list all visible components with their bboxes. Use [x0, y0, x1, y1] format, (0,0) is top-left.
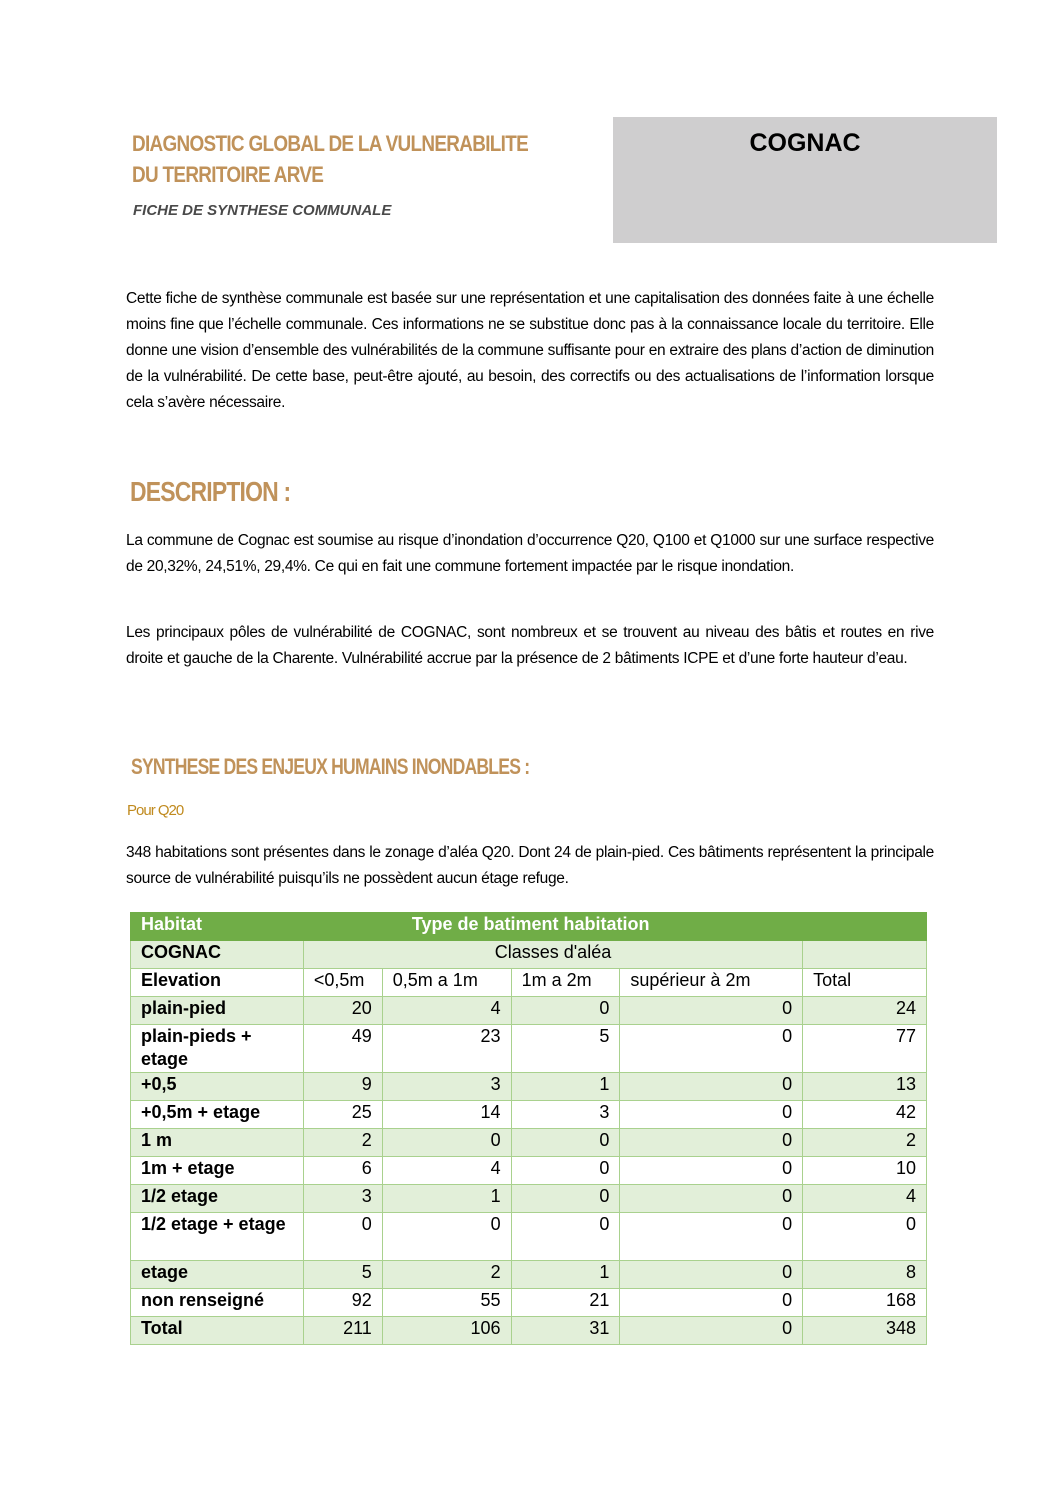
cell: 25 — [303, 1101, 382, 1129]
cell: 168 — [803, 1289, 927, 1317]
cell: 55 — [382, 1289, 511, 1317]
cell: 0 — [803, 1213, 927, 1261]
row-label: +0,5 — [131, 1073, 304, 1101]
cell: 1 — [511, 1261, 620, 1289]
cell: 14 — [382, 1101, 511, 1129]
cell: 23 — [382, 1025, 511, 1073]
cell: 0 — [511, 1129, 620, 1157]
cell: 0 — [620, 1129, 803, 1157]
cell: 5 — [303, 1261, 382, 1289]
cell: 0 — [382, 1129, 511, 1157]
column-header: 0,5m a 1m — [382, 969, 511, 997]
cell: 348 — [803, 1317, 927, 1345]
document-title-line1: DIAGNOSTIC GLOBAL DE LA VULNERABILITE — [132, 131, 529, 156]
cell: 4 — [803, 1185, 927, 1213]
row-label: 1/2 etage + etage — [131, 1213, 304, 1261]
row-label: +0,5m + etage — [131, 1101, 304, 1129]
table-row — [131, 1025, 927, 1073]
commune-box — [613, 117, 997, 243]
cell: 0 — [303, 1213, 382, 1261]
header-habitat: Habitat — [131, 913, 304, 941]
column-header: <0,5m — [303, 969, 382, 997]
table-row — [131, 1129, 927, 1157]
cell: 24 — [803, 997, 927, 1025]
cell: 2 — [382, 1261, 511, 1289]
row-label: etage — [131, 1261, 304, 1289]
cell: 3 — [511, 1101, 620, 1129]
cell: 0 — [511, 1185, 620, 1213]
empty-cell — [803, 941, 927, 969]
cell: 0 — [620, 1213, 803, 1261]
document-title — [132, 128, 536, 190]
cell: 0 — [511, 997, 620, 1025]
row-label: Total — [131, 1317, 304, 1345]
cell: 42 — [803, 1101, 927, 1129]
cell: 0 — [620, 1261, 803, 1289]
cell: 10 — [803, 1157, 927, 1185]
table-row — [131, 1157, 927, 1185]
table-column-header-row — [131, 969, 927, 997]
row-label: 1 m — [131, 1129, 304, 1157]
cell: 4 — [382, 1157, 511, 1185]
cell: 1 — [382, 1185, 511, 1213]
commune-name: COGNAC — [749, 129, 861, 157]
cell: 92 — [303, 1289, 382, 1317]
document-subtitle: FICHE DE SYNTHESE COMMUNALE — [133, 202, 392, 219]
row-label: plain-pied — [131, 997, 304, 1025]
cell: 0 — [382, 1213, 511, 1261]
habitat-table — [130, 912, 927, 1345]
cell: 3 — [303, 1185, 382, 1213]
cell: 0 — [620, 1317, 803, 1345]
synthese-heading: SYNTHESE DES ENJEUX HUMAINS INONDABLES : — [131, 754, 530, 779]
cell: 20 — [303, 997, 382, 1025]
cell: 0 — [620, 1073, 803, 1101]
cell: 2 — [803, 1129, 927, 1157]
cell: 4 — [382, 997, 511, 1025]
table-row — [131, 1185, 927, 1213]
table-row — [131, 1261, 927, 1289]
row-label: 1m + etage — [131, 1157, 304, 1185]
intro-paragraph: Cette fiche de synthèse communale est basée sur une représentation et une capitalisation des données faite à une échelle moins fine que l’échelle communale. Ces informations ne se substitue donc pas à la connaissance locale du territoire. Elle donne une vision d’ensemble des vulnérabilités de la commune suffisante pour en extraire des plans d’action de diminution de la vulnérabilité. De cette base, peut-être ajouté, au besoin, des correctifs ou des actualisations de l’information lorsque cela s’avère nécessaire. — [126, 290, 934, 411]
table-commune-row — [131, 941, 927, 969]
synthese-paragraph: 348 habitations sont présentes dans le zonage d’aléa Q20. Dont 24 de plain-pied. Ces bâtiments représentent la principale source de vulnérabilité puisqu’ils ne possèdent aucun étage refuge. — [126, 844, 934, 887]
table-row — [131, 997, 927, 1025]
description-heading: DESCRIPTION : — [130, 476, 291, 507]
cell: 0 — [620, 1185, 803, 1213]
table-row — [131, 1101, 927, 1129]
column-header: 1m a 2m — [511, 969, 620, 997]
cell: 0 — [620, 1289, 803, 1317]
cell: 31 — [511, 1317, 620, 1345]
description-paragraph-1: La commune de Cognac est soumise au risque d’inondation d’occurrence Q20, Q100 et Q1000 sur une surface respective de 20,32%, 24,51%, 29,4%. Ce qui en fait une commune fortement impactée par le risque inondation. — [126, 532, 934, 575]
cell: 3 — [382, 1073, 511, 1101]
cell: 0 — [620, 1157, 803, 1185]
column-header: supérieur à 2m — [620, 969, 803, 997]
column-header: Total — [803, 969, 927, 997]
row-label: 1/2 etage — [131, 1185, 304, 1213]
cell: 5 — [511, 1025, 620, 1073]
cell: 9 — [303, 1073, 382, 1101]
cell: 0 — [620, 1101, 803, 1129]
cell: 21 — [511, 1289, 620, 1317]
cell: 0 — [511, 1213, 620, 1261]
cell: 106 — [382, 1317, 511, 1345]
cell: 6 — [303, 1157, 382, 1185]
q20-subheading: Pour Q20 — [127, 802, 184, 819]
table-total-row — [131, 1317, 927, 1345]
classes-alea-label: Classes d'aléa — [303, 941, 802, 969]
cell: 0 — [620, 997, 803, 1025]
column-header: Elevation — [131, 969, 304, 997]
row-label: non renseigné — [131, 1289, 304, 1317]
commune-label: COGNAC — [131, 941, 304, 969]
cell: 0 — [620, 1025, 803, 1073]
cell: 211 — [303, 1317, 382, 1345]
description-paragraph-2: Les principaux pôles de vulnérabilité de COGNAC, sont nombreux et se trouvent au niveau des bâtis et routes en rive droite et gauche de la Charente. Vulnérabilité accrue par la présence de 2 bâtiments ICPE et d’une forte hauteur d’eau. — [126, 624, 934, 667]
cell: 1 — [511, 1073, 620, 1101]
cell: 77 — [803, 1025, 927, 1073]
row-label: plain-pieds + etage — [131, 1025, 304, 1073]
cell: 13 — [803, 1073, 927, 1101]
cell: 8 — [803, 1261, 927, 1289]
document-title-line2: DU TERRITOIRE ARVE — [132, 162, 324, 187]
table-header-row — [131, 913, 927, 941]
cell: 2 — [303, 1129, 382, 1157]
table-row — [131, 1289, 927, 1317]
header-type-batiment: Type de batiment habitation — [303, 913, 926, 941]
cell: 49 — [303, 1025, 382, 1073]
table-row — [131, 1213, 927, 1261]
cell: 0 — [511, 1157, 620, 1185]
table-row — [131, 1073, 927, 1101]
